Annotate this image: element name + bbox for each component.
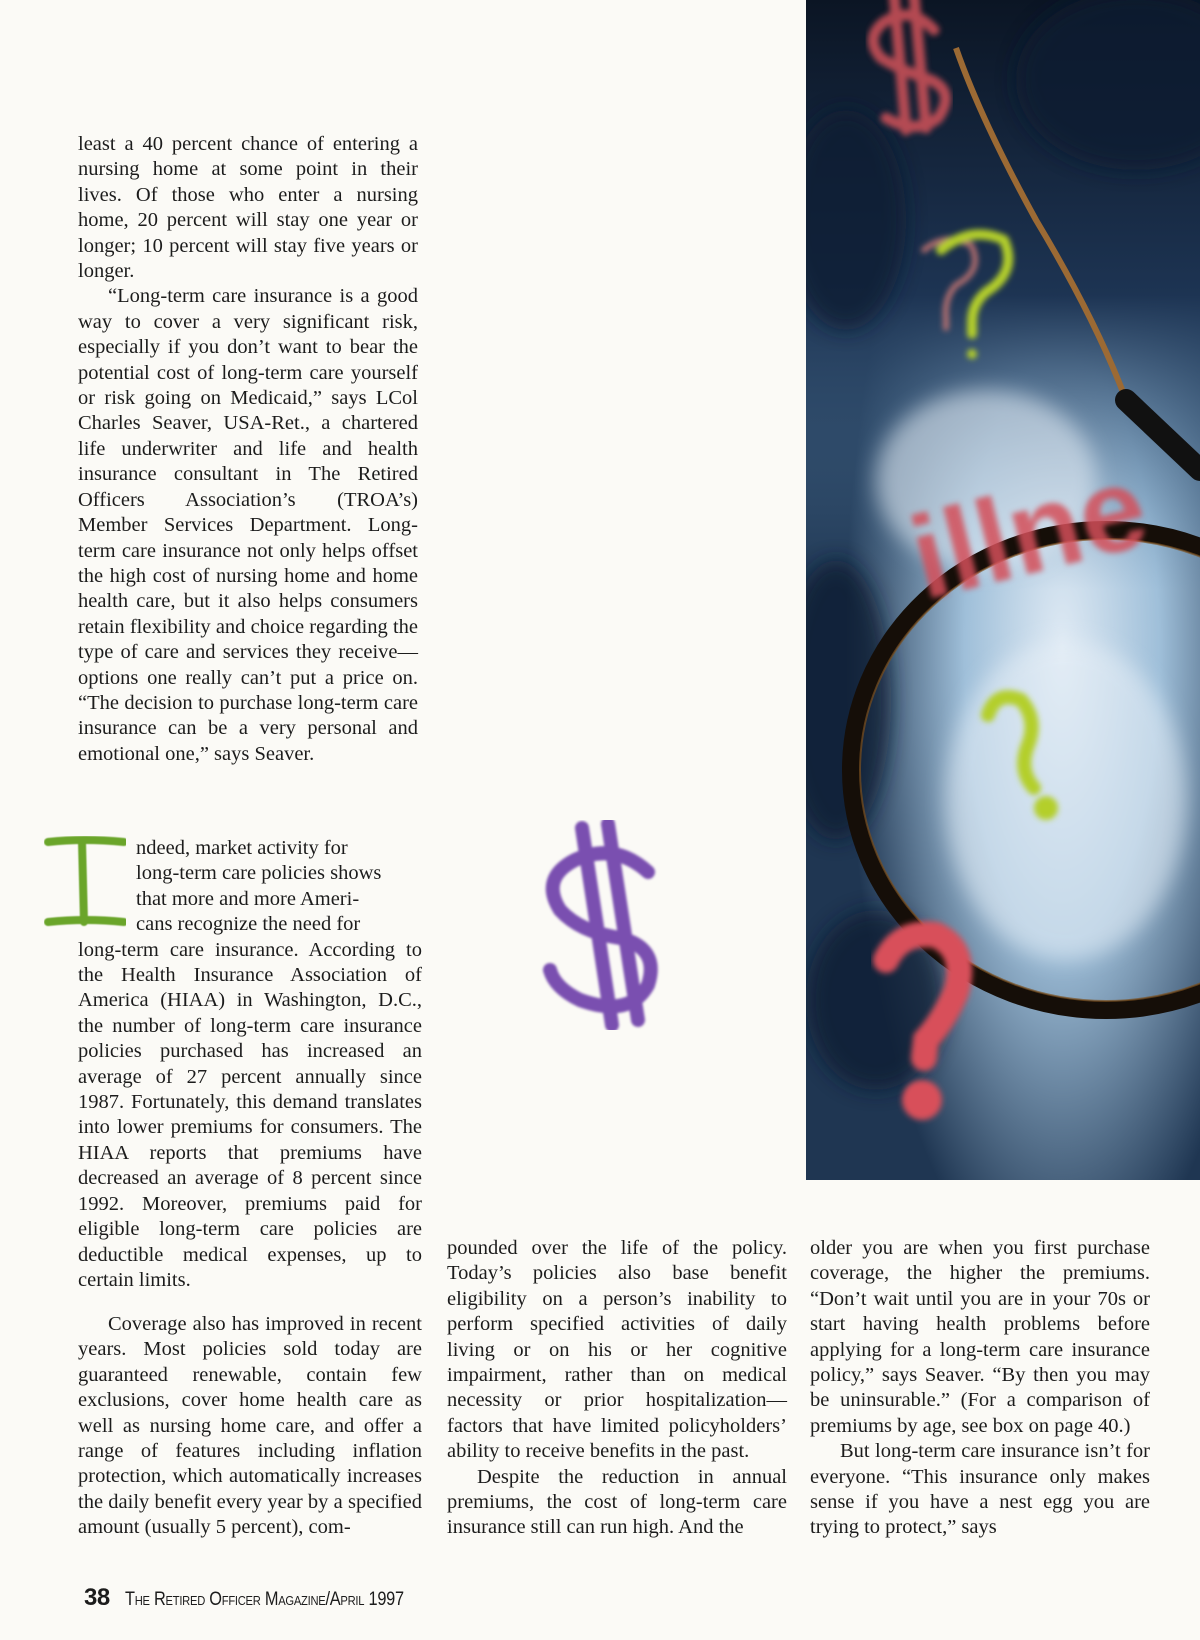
text-line: long-term care insurance. According to the Health Insurance Association of America (HIAA) in Washington, D.C., the number of long-term care insurance policies purchased has increased an average of 27 percent annually since 1987. Fortunately, this demand translates into lower premiums for consumers. The HIAA reports that premiums have decreased an average of 8 percent since 1992. Moreover, premiums paid for eligible long-term care policies are deductible medical expenses, up to certain limits. — [78, 938, 422, 1291]
dollar-sign-icon — [520, 820, 680, 1030]
text-line: ndeed, market activity for — [136, 837, 348, 859]
text-line: that more and more Ameri- — [136, 887, 360, 910]
paragraph: Coverage also has improved in recent years. Most policies sold today are guaranteed renewable, contain few exclusions, cover home health care as well as nursing home care, and offer a range of features including inflation protection, which automatically increases the daily benefit every year by a specified amount (usually 5 percent), com- — [78, 1313, 422, 1539]
column-2 — [447, 1236, 787, 1541]
drop-cap-i-icon — [44, 836, 126, 928]
paragraph: least a 40 percent chance of entering a nursing home at some point in their lives. Of those who enter a nursing home, 20 percent will stay one year or longer; 10 percent will stay five years or longer. — [78, 133, 418, 283]
text-line: cans recognize the need for — [136, 913, 361, 936]
column-1-top — [78, 132, 418, 767]
paragraph: Despite the reduction in annual premiums, the cost of long-term care insurance still can run high. And the — [447, 1465, 787, 1539]
paragraph: “Long-term care insurance is a good way to cover a very significant risk, especially if you don’t want to bear the potential cost of long-term care yourself or risk going on Medicaid,” says LCol Charles Seaver, USA-Ret., a chartered life underwriter and life and health insurance consultant in The Retired Officers Association’s (TROA’s) Member Services Department. Long-term care insurance not only helps offset the high cost of nursing home and home health care, but it also helps consumers retain flexibility and choice regarding the type of care and services they receive—options one really can’t put a price on. “The decision to purchase long-term care insurance can be a very personal and emotional one,” says Seaver. — [78, 285, 418, 765]
paragraph: older you are when you first purchase coverage, the higher the premiums. “Don’t wait until you are in your 70s or start having health problems before applying for a long-term care insurance policy,” says Seaver. “By then you may be uninsurable.” (For a comparison of premiums by age, see box on page 40.) — [810, 1237, 1150, 1437]
photo-word-illne: illne — [898, 440, 1160, 626]
text-line: long-term care policies shows — [136, 862, 382, 885]
magazine-credit: The Retired Officer Magazine/April 1997 — [124, 1589, 404, 1610]
page-number: 38 — [84, 1584, 110, 1611]
column-3 — [810, 1236, 1150, 1541]
drop-cap-paragraph — [44, 836, 422, 1293]
paragraph: pounded over the life of the policy. Today’s policies also base benefit eligibility on a person’s inability to perform specified activities of daily living or on his or her cognitive impairment, rather than on medical necessity or prior hospitalization—factors that have limited policyholders’ ability to receive benefits in the past. — [447, 1237, 787, 1463]
column-1-bottom — [78, 1312, 422, 1541]
page-footer — [84, 1584, 449, 1612]
photo-xray-stethoscope — [806, 0, 1200, 1180]
paragraph: But long-term care insurance isn’t for everyone. “This insurance only makes sense if you have a nest egg you are trying to protect,” says — [810, 1440, 1150, 1539]
